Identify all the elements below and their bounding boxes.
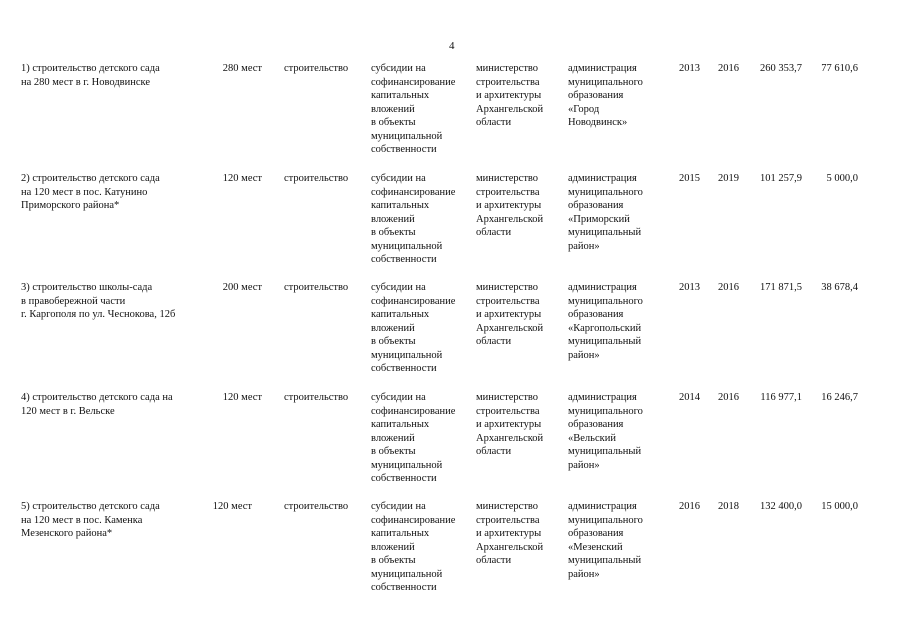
year-end: 2016 [718,392,739,403]
work-type: строительство [284,173,349,184]
capacity: 120 мест [212,501,252,512]
work-type: строительство [284,63,349,74]
funding-form: субсидии на софинансирование капитальных вложений в объекты муниципальной собственности [371,282,456,374]
table-row [0,391,905,491]
year-end: 2016 [718,63,739,74]
year-end: 2016 [718,282,739,293]
capacity: 120 мест [222,173,262,184]
table-row [0,62,905,162]
municipal-administration: администрация муниципального образования «Мезенский муниципальный район» [568,501,643,580]
year-end: 2019 [718,173,739,184]
object-name: 1) строительство детского сада на 280 мест в г. Новодвинске [21,63,160,88]
year-start: 2013 [679,282,700,293]
funding-amount: 77 610,6 [821,63,858,74]
work-type: строительство [284,282,349,293]
year-start: 2013 [679,63,700,74]
municipal-administration: администрация муниципального образования «Город Новодвинск» [568,63,643,128]
funding-amount: 15 000,0 [821,501,858,512]
total-cost: 171 871,5 [760,282,802,293]
total-cost: 101 257,9 [760,173,802,184]
year-start: 2016 [679,501,700,512]
table-row [0,500,905,600]
object-name: 2) строительство детского сада на 120 мест в пос. Катунино Приморского района* [21,173,160,211]
year-start: 2015 [679,173,700,184]
funding-amount: 5 000,0 [826,173,858,184]
total-cost: 132 400,0 [760,501,802,512]
responsible-ministry: министерство строительства и архитектуры Архангельской области [476,173,544,238]
funding-amount: 38 678,4 [821,282,858,293]
responsible-ministry: министерство строительства и архитектуры Архангельской области [476,392,544,457]
municipal-administration: администрация муниципального образования «Приморский муниципальный район» [568,173,643,252]
capacity: 200 мест [222,282,262,293]
object-name: 4) строительство детского сада на 120 мест в г. Вельске [21,392,173,417]
funding-form: субсидии на софинансирование капитальных вложений в объекты муниципальной собственности [371,63,456,155]
funding-amount: 16 246,7 [821,392,858,403]
municipal-administration: администрация муниципального образования «Каргопольский муниципальный район» [568,282,643,361]
funding-form: субсидии на софинансирование капитальных вложений в объекты муниципальной собственности [371,392,456,484]
total-cost: 116 977,1 [760,392,802,403]
capacity: 280 мест [222,63,262,74]
funding-form: субсидии на софинансирование капитальных вложений в объекты муниципальной собственности [371,173,456,265]
responsible-ministry: министерство строительства и архитектуры Архангельской области [476,282,544,347]
responsible-ministry: министерство строительства и архитектуры Архангельской области [476,501,544,566]
municipal-administration: администрация муниципального образования «Вельский муниципальный район» [568,392,643,471]
work-type: строительство [284,392,349,403]
responsible-ministry: министерство строительства и архитектуры Архангельской области [476,63,544,128]
year-end: 2018 [718,501,739,512]
capacity: 120 мест [222,392,262,403]
funding-form: субсидии на софинансирование капитальных вложений в объекты муниципальной собственности [371,501,456,593]
table-row [0,281,905,381]
total-cost: 260 353,7 [760,63,802,74]
table-row [0,172,905,272]
object-name: 5) строительство детского сада на 120 мест в пос. Каменка Мезенского района* [21,501,160,539]
work-type: строительство [284,501,349,512]
year-start: 2014 [679,392,700,403]
object-name: 3) строительство школы-сада в правобережной части г. Каргополя по ул. Чеснокова, 12б [21,282,176,320]
page-number: 4 [449,40,455,52]
